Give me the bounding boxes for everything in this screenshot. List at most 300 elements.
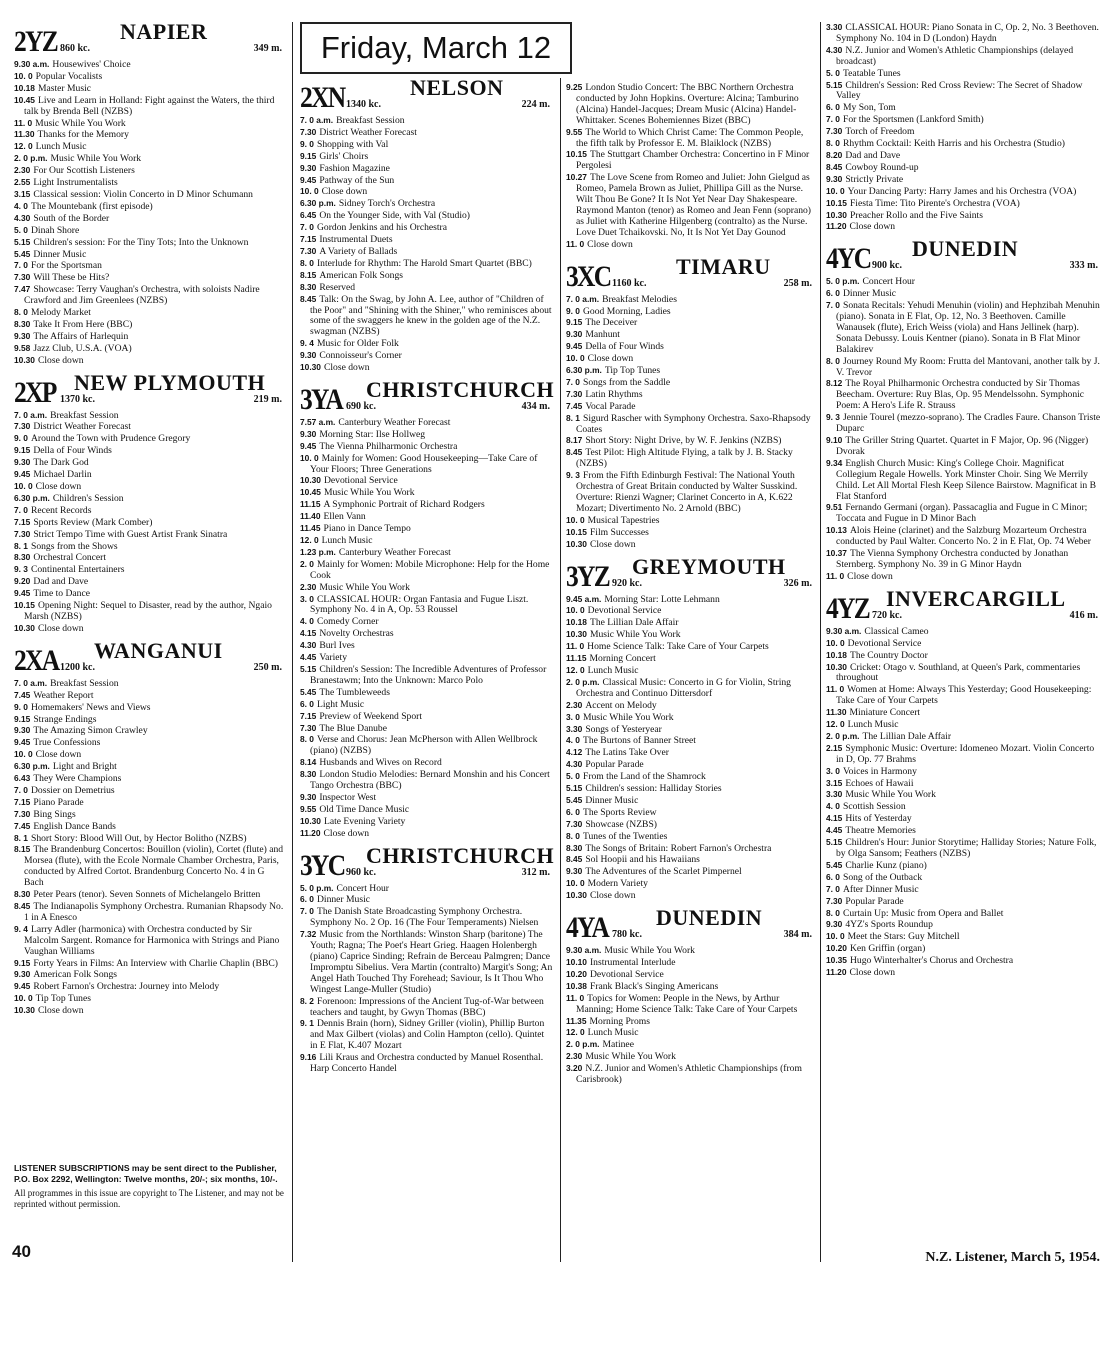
programme-item (300, 186, 554, 198)
programme-item (14, 749, 286, 761)
programme-time: 7.30 (300, 126, 317, 137)
programme-title: Close down (37, 622, 84, 634)
programme-time: 5.15 (826, 837, 843, 848)
programme-time: 10.20 (826, 943, 847, 954)
station-wavelength: 219 m. (253, 393, 282, 405)
programme-item (14, 714, 286, 726)
programme-time: 3.30 (826, 22, 843, 32)
programme-item (300, 511, 554, 523)
programme-title: Time to Dance (33, 588, 90, 600)
station-header (300, 75, 554, 114)
programme-time: 7.57 a.m. (300, 416, 336, 427)
programme-time: 9.30 (300, 350, 317, 361)
programme-time: 3.30 (826, 789, 843, 800)
programme-time: 10.18 (566, 617, 587, 628)
programme-title: Songs from the Shows (30, 540, 118, 552)
programme-item (14, 331, 286, 343)
programme-title: Showcase (NZBS) (585, 818, 657, 830)
station-header (14, 369, 286, 409)
programme-time: 7.15 (300, 234, 317, 245)
programme-title: For Our Scottish Listeners (33, 165, 135, 177)
column-4 (826, 22, 1102, 985)
programme-item (14, 702, 286, 714)
programme-title: Matinee (602, 1039, 634, 1051)
programme-title: Ellen Vann (323, 511, 366, 523)
programme-time: 2. 0 (300, 558, 314, 569)
programme-title: Songs from the Saddle (582, 376, 671, 388)
station-name: NAPIER (120, 19, 208, 44)
programme-title: Music from the Northlands: Winston Sharp (baritone) The Youth; Ragna; The Poet's Heart Grieg. Haagen Holenbergh (piano) Caprice Sinding; Refrain de Berceau Palmgren; Dance Impromptu Sibelius. Vera Martin (contralto) Margit's Song; An Angel Hath Touched Thy Forehead; Saviour, Is It Thou Who Wingest Lange-Muller (Studio) (310, 929, 553, 995)
programme-title: Homemakers' News and Views (30, 701, 151, 713)
programme-title: Devotional Service (847, 637, 922, 649)
programme-title: Vocal Parade (585, 400, 636, 412)
programme-item (300, 792, 554, 804)
programme-title: Strange Endings (33, 713, 97, 725)
programme-item (566, 317, 816, 329)
programme-item (300, 828, 554, 840)
programme-item (566, 712, 816, 724)
programme-time: 7.30 (300, 722, 317, 733)
programme-time: 9. 0 (300, 138, 314, 149)
programme-item (300, 115, 554, 127)
programme-time: 5. 0 (566, 771, 580, 782)
programme-item (14, 564, 286, 576)
programme-item (826, 931, 1102, 943)
programme-title: For the Sportsman (30, 260, 102, 272)
programme-item (300, 652, 554, 664)
station-name: DUNEDIN (656, 905, 763, 931)
programme-item (566, 795, 816, 807)
programme-item (14, 355, 286, 367)
programme-time: 9.30 (14, 330, 31, 341)
programme-item (566, 1027, 816, 1039)
programme-item (566, 890, 816, 902)
programme-item (300, 163, 554, 175)
programme-title: Manhunt (585, 329, 620, 341)
programme-title: District Weather Forecast (33, 421, 131, 433)
programme-title: Connoisseur's Corner (319, 350, 402, 362)
station-callsign: 2XN (300, 81, 345, 114)
programme-time: 9.34 (826, 457, 843, 468)
programme-title: Master Music (37, 82, 91, 94)
programme-time: 6. 0 (826, 288, 840, 299)
station-callsign: 4YZ (826, 591, 870, 625)
programme-time: 7. 0 (826, 883, 840, 894)
programme-title: Short Story: Night Drive, by W. F. Jenkins (NZBS) (585, 435, 782, 447)
programme-item (566, 306, 816, 318)
programme-item (826, 80, 1102, 103)
programme-item (566, 239, 816, 251)
programme-title: Dinner Music (33, 248, 87, 260)
programme-title: The Lillian Dale Affair (862, 730, 952, 742)
programme-title: Short Story: Blood Will Out, by Hector Bolitho (NZBS) (30, 832, 247, 844)
programme-title: Comedy Corner (316, 616, 379, 628)
programme-time: 4. 0 (14, 200, 28, 211)
programme-time: 8.17 (566, 435, 583, 446)
programme-title: Housewives' Choice (52, 59, 131, 70)
programme-title: Strictly Private (845, 173, 904, 185)
programme-item (826, 502, 1102, 525)
programme-item (826, 114, 1102, 126)
programme-time: 8.30 (14, 318, 31, 329)
programme-time: 4.30 (300, 640, 317, 651)
programme-item (826, 198, 1102, 210)
programme-title: Cricket: Otago v. Southland, at Queen's Park, commentaries throughout (836, 661, 1081, 684)
programme-item (14, 737, 286, 749)
programme-time: 10.15 (826, 197, 847, 208)
programme-title: Close down (849, 221, 896, 233)
programme-time: 10. 0 (14, 70, 33, 81)
programme-item (566, 629, 816, 641)
station-frequency: 690 kc. (346, 401, 376, 413)
programme-time: 9.30 (566, 329, 583, 340)
programme-time: 7. 0 (300, 906, 314, 917)
programme-time: 10. 0 (826, 931, 845, 942)
programme-title: Light Instrumentalists (33, 177, 118, 189)
programme-time: 9.25 (566, 82, 583, 92)
programme-title: Curtain Up: Music from Opera and Ballet (842, 907, 1004, 919)
station-frequency: 960 kc. (346, 866, 376, 878)
programme-item (826, 662, 1102, 685)
programme-time: 10.30 (826, 661, 847, 672)
page-title: Friday, March 12 (300, 22, 572, 74)
programme-title: Della of Four Winds (33, 445, 112, 457)
station-callsign: 3YA (300, 382, 343, 416)
programme-item (826, 378, 1102, 412)
programme-title: Husbands and Wives on Record (319, 757, 442, 769)
programme-title: Children's Session (52, 492, 124, 504)
programme-item (566, 377, 816, 389)
programme-title: Music While You Work (604, 945, 695, 957)
programme-title: Close down (589, 538, 636, 550)
programme-title: Rhythm Cocktail: Keith Harris and his Orchestra (Studio) (842, 138, 1065, 150)
programme-item (566, 515, 816, 527)
programme-time: 4.30 (826, 44, 843, 55)
programme-time: 8.45 (826, 161, 843, 172)
programme-time: 9.58 (14, 342, 31, 353)
station-name: CHRISTCHURCH (366, 842, 555, 868)
programme-item (14, 83, 286, 95)
programme-time: 9.45 (300, 440, 317, 451)
programme-time: 7.30 (14, 421, 31, 432)
programme-title: Preview of Weekend Sport (319, 710, 423, 722)
programme-title: Teatable Tunes (842, 67, 901, 79)
programme-item (14, 552, 286, 564)
programme-item (826, 102, 1102, 114)
programme-item (566, 1063, 816, 1086)
programme-item (300, 487, 554, 499)
programme-item (566, 329, 816, 341)
programme-time: 8.45 (566, 854, 583, 865)
programme-time: 5.15 (826, 79, 843, 90)
programme-time: 4. 0 (566, 735, 580, 746)
programme-item (826, 896, 1102, 908)
programme-time: 7.30 (566, 388, 583, 399)
programme-item (566, 957, 816, 969)
programme-item (826, 650, 1102, 662)
programme-item (14, 623, 286, 635)
programme-item (14, 177, 286, 189)
programme-item (14, 493, 286, 505)
programme-item (826, 22, 1102, 45)
programme-title: Peter Pears (tenor). Seven Sonnets of Michelangelo Britten (33, 889, 261, 901)
programme-item (826, 908, 1102, 920)
programme-time: 9.45 (300, 174, 317, 185)
programme-time: 9.30 (300, 791, 317, 802)
programme-time: 10.30 (300, 475, 321, 486)
programme-title: Light and Bright (52, 761, 117, 773)
programme-time: 3. 0 (826, 765, 840, 776)
programme-time: 3. 0 (566, 711, 580, 722)
programme-time: 6.30 p.m. (300, 198, 336, 209)
programme-title: Children's Session: The Incredible Adventures of Professor Branestawm; Into the Unknown: Marco Polo (310, 663, 547, 686)
programme-time: 4.15 (826, 813, 843, 824)
programme-time: 5. 0 p.m. (826, 276, 860, 287)
programme-item (300, 687, 554, 699)
programme-item (14, 797, 286, 809)
programme-item (566, 413, 816, 436)
programme-title: Breakfast Melodies (602, 293, 677, 305)
programme-time: 7.30 (14, 272, 31, 283)
programme-title: Meet the Stars: Guy Mitchell (847, 931, 960, 943)
programme-title: The Blue Danube (319, 722, 387, 734)
programme-item (826, 138, 1102, 150)
programme-item (14, 969, 286, 981)
programme-time: 7.47 (14, 284, 31, 295)
programme-title: Home Science Talk: Take Care of Your Carpets (587, 641, 769, 653)
programme-item (566, 677, 816, 700)
programme-item (14, 71, 286, 83)
programme-time: 11.15 (300, 499, 321, 510)
programme-time: 11. 0 (566, 992, 585, 1003)
programme-title: Symphonic Music: Overture: Idomeneo Mozart. Violin Concerto in D, Op. 77 Brahms (836, 742, 1095, 765)
station-callsign: 3YZ (566, 559, 610, 593)
programme-item (300, 222, 554, 234)
programme-title: Morning Proms (589, 1015, 650, 1027)
programme-title: American Folk Songs (319, 269, 403, 281)
station-header (14, 637, 286, 677)
programme-title: Close down (35, 481, 82, 492)
programme-item (826, 162, 1102, 174)
programme-time: 8. 0 (300, 257, 314, 268)
programme-title: Musical Tapestries (587, 514, 660, 526)
programme-time: 6.30 p.m. (566, 365, 602, 376)
programme-item (14, 469, 286, 481)
programme-item (14, 141, 286, 153)
programme-time: 10. 0 (14, 993, 33, 1004)
programme-time: 2. 0 p.m. (14, 153, 48, 164)
programme-item (300, 734, 554, 757)
programme-title: Gordon Jenkins and his Orchestra (316, 222, 448, 234)
station-frequency: 1370 kc. (60, 393, 95, 405)
programme-time: 9.15 (14, 957, 31, 968)
programme-item (826, 884, 1102, 896)
programme-item (826, 825, 1102, 837)
column-2 (300, 75, 555, 1081)
programme-item (566, 641, 816, 653)
programme-item (566, 447, 816, 470)
programme-title: CLASSICAL HOUR: Piano Sonata in C, Op. 2, No. 3 Beethoven. Symphony No. 104 in D (London) Haydn (836, 22, 1099, 44)
programme-title: On the Younger Side, with Val (Studio) (319, 210, 470, 222)
programme-item (566, 1016, 816, 1028)
programme-time: 10. 0 (14, 481, 33, 491)
station-header (566, 553, 816, 593)
programme-item (566, 1051, 816, 1063)
programme-item (14, 59, 286, 71)
programme-item (14, 319, 286, 331)
programme-item (300, 294, 554, 339)
programme-time: 8. 2 (300, 995, 314, 1006)
programme-title: A Symphonic Portrait of Richard Rodgers (323, 499, 485, 511)
programme-title: The Latins Take Over (585, 747, 669, 759)
programme-title: The Vienna Philharmonic Orchestra (319, 440, 458, 452)
programme-time: 11. 0 (14, 117, 33, 128)
programme-item (826, 743, 1102, 766)
programme-title: The Songs of Britain: Robert Farnon's Orchestra (585, 842, 772, 854)
programme-time: 9. 0 (14, 433, 28, 444)
programme-item (300, 198, 554, 210)
programme-item (300, 883, 554, 895)
programme-item (566, 353, 816, 365)
programme-title: Canterbury Weather Forecast (338, 416, 451, 428)
programme-item (826, 707, 1102, 719)
programme-title: Classical session: Violin Concerto in D Minor Schumann (33, 188, 253, 200)
programme-item (566, 1039, 816, 1051)
programme-time: 7. 0 (300, 222, 314, 233)
programme-item (14, 844, 286, 889)
programme-title: The Mountebank (first episode) (30, 200, 153, 212)
programme-title: CLASSICAL HOUR: Organ Fantasia and Fugue Liszt. Symphony No. 4 in A, Op. 53 Roussel (310, 593, 529, 616)
programme-title: From the Land of the Shamrock (582, 771, 706, 783)
programme-time: 8.30 (14, 552, 31, 563)
programme-title: Old Time Dance Music (319, 803, 410, 815)
programme-item (14, 993, 286, 1005)
programme-time: 5.15 (300, 663, 317, 674)
station-wavelength: 312 m. (521, 866, 550, 878)
station-wavelength: 384 m. (783, 929, 812, 941)
programme-title: Dinah Shore (30, 224, 80, 236)
programme-title: Continental Entertainers (30, 564, 125, 576)
programme-item (826, 967, 1102, 979)
programme-item (826, 525, 1102, 548)
programme-title: From the Fifth Edinburgh Festival: The National Youth Orchestra of Great Britain conducted by Walter Susskind. Overture: Rienzi Wagner; Clarinet Concerto in A, K.622 Mozart; Divertimento No. 2 Arnold (BBC) (576, 470, 798, 514)
programme-time: 9.30 (826, 173, 843, 184)
programme-title: Classical Music: Concerto in G for Violin, String Orchestra and Continuo Dittersdorf (576, 676, 791, 699)
programme-item (14, 600, 286, 623)
programme-time: 10.45 (300, 487, 321, 498)
programme-title: Charlie Kunz (piano) (845, 859, 927, 871)
programme-title: The Vienna Symphony Orchestra conducted by Jonathan Sternberg. Symphony No. 39 in G Minor Haydn (836, 548, 1069, 570)
programme-title: District Weather Forecast (319, 126, 417, 138)
programme-time: 2.30 (566, 699, 583, 710)
programme-time: 10.30 (14, 354, 35, 365)
programme-title: Dinner Music (316, 894, 371, 906)
column-rule-1 (292, 22, 293, 1262)
programme-title: Instrumental Duets (319, 234, 393, 246)
station-name: TIMARU (676, 253, 771, 279)
programme-title: Jazz Club, U.S.A. (VOA) (33, 342, 132, 354)
programme-time: 9.51 (826, 502, 843, 513)
programme-title: London Studio Concert: The BBC Northern Orchestra conducted by John Hopkins. Overture: Alcina; Tamburino (Alcina) Handel-Jacques; Dream Music (Alcina) Handel-Whittaker. Scenes Bohemiennes Bizet (BBC) (576, 82, 799, 126)
programme-time: 8.30 (14, 889, 31, 900)
programme-time: 7. 0 (826, 300, 840, 311)
programme-item (826, 571, 1102, 583)
programme-time: 7. 0 a.m. (14, 409, 48, 420)
programme-time: 11.45 (300, 523, 321, 534)
programme-item (566, 724, 816, 736)
programme-title: Melody Market (30, 307, 91, 319)
programme-item (826, 126, 1102, 138)
programme-time: 2.15 (826, 742, 843, 753)
programme-title: Late Evening Variety (323, 815, 406, 827)
programme-time: 5.15 (566, 783, 583, 794)
programme-item (826, 458, 1102, 503)
programme-item (300, 1018, 554, 1052)
programme-item (300, 723, 554, 735)
programme-item (566, 365, 816, 377)
station-header (826, 236, 1102, 276)
programme-title: Preacher Rollo and the Five Saints (849, 209, 983, 221)
programme-item (300, 151, 554, 163)
programme-title: Classical Cameo (864, 625, 929, 637)
programme-time: 9.30 (826, 919, 843, 930)
programme-item (826, 766, 1102, 778)
programme-item (566, 82, 816, 127)
programme-title: Women at Home: Always This Yesterday; Good Housekeeping: Take Care of Your Carpets (836, 684, 1092, 707)
programme-time: 2. 0 p.m. (826, 730, 860, 741)
station-wavelength: 434 m. (521, 401, 550, 413)
programme-item (826, 412, 1102, 435)
programme-title: Weather Report (33, 689, 94, 701)
programme-title: Morning Concert (589, 653, 656, 665)
station-wavelength: 250 m. (253, 661, 282, 673)
station-wavelength: 258 m. (783, 277, 812, 289)
programme-item (14, 901, 286, 924)
programme-title: Concert Hour (862, 276, 916, 288)
programme-time: 6.30 p.m. (14, 492, 50, 503)
programme-title: Music While You Work (589, 629, 681, 641)
programme-title: Hits of Yesterday (845, 813, 912, 825)
station-frequency: 780 kc. (612, 929, 642, 941)
programme-title: American Folk Songs (33, 969, 117, 981)
programme-time: 11. 0 (566, 238, 585, 249)
programme-time: 10.38 (566, 980, 587, 991)
programme-time: 11.30 (14, 129, 35, 140)
programme-item (300, 640, 554, 652)
programme-item (826, 919, 1102, 931)
programme-item (14, 809, 286, 821)
programme-time: 12. 0 (300, 535, 319, 545)
programme-title: Cowboy Round-up (845, 161, 919, 173)
programme-time: 8. 1 (14, 540, 28, 551)
programme-item (566, 149, 816, 172)
programme-time: 2.30 (566, 1051, 583, 1062)
programme-time: 11.20 (300, 827, 321, 838)
programme-item (300, 258, 554, 270)
programme-time: 10.45 (14, 94, 35, 105)
programme-time: 12. 0 (566, 1027, 585, 1038)
station-header (14, 19, 286, 58)
programme-item (300, 127, 554, 139)
programme-time: 8.45 (566, 447, 583, 458)
programme-item (300, 417, 554, 429)
programme-title: Orchestral Concert (33, 552, 107, 564)
programme-item (826, 356, 1102, 379)
programme-item (300, 475, 554, 487)
programme-item (826, 435, 1102, 458)
programme-time: 1.23 p.m. (300, 546, 336, 557)
programme-time: 9.45 (14, 737, 31, 748)
